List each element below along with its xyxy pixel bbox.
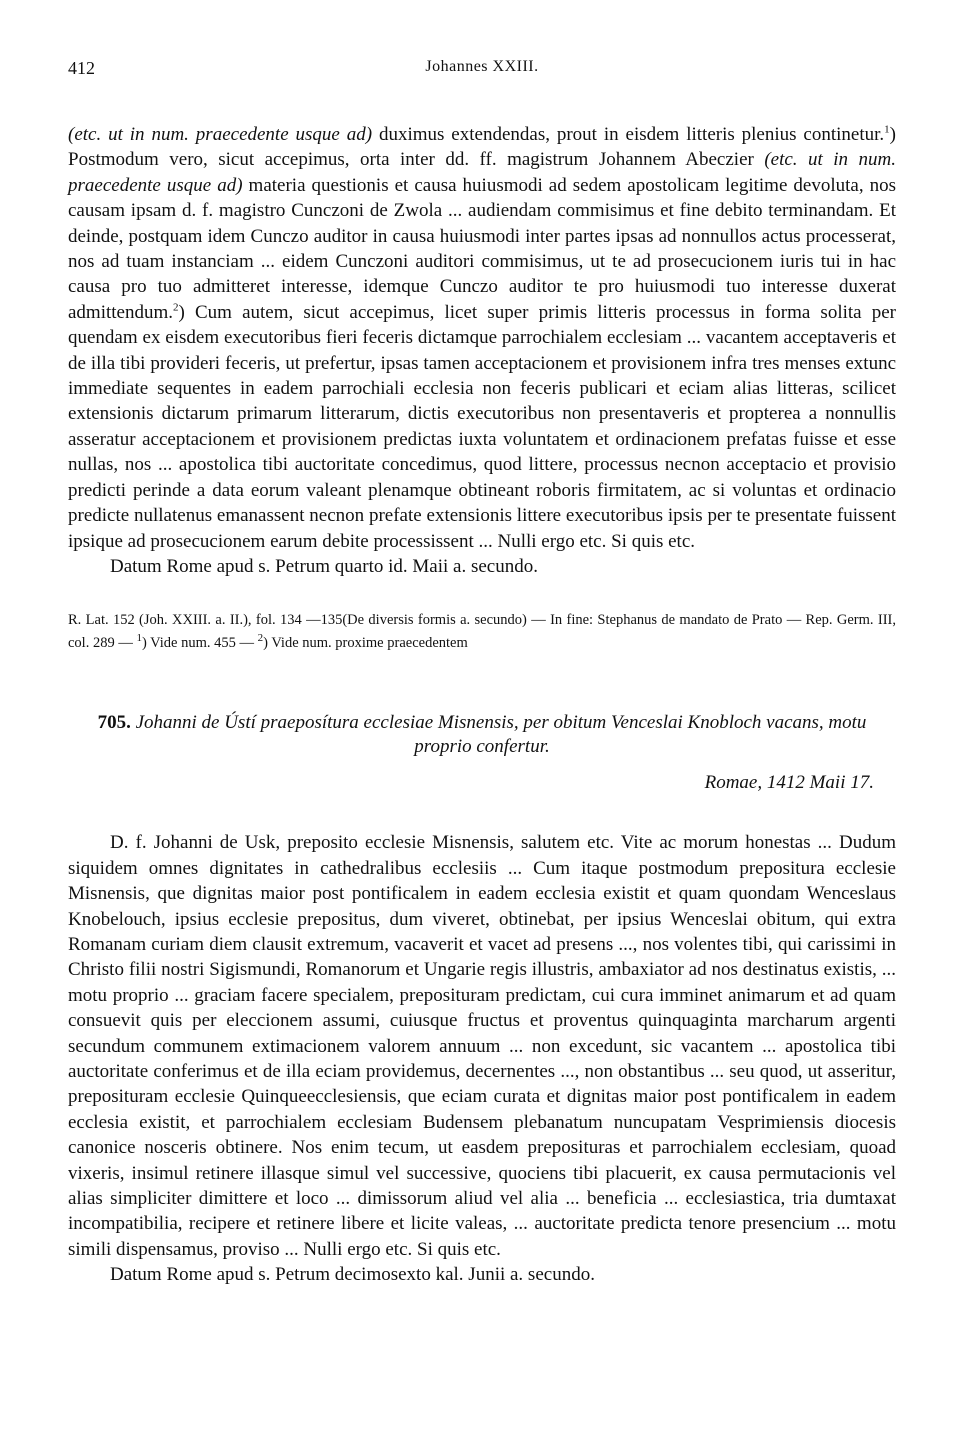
footnote-mark-1: 1 [136,632,142,645]
datum-line: Datum Rome apud s. Petrum quarto id. Maii a. secundo. [110,555,538,577]
document-704-paragraph [68,122,896,554]
document-705-heading [68,711,896,759]
footnote-source: R. Lat. 152 (Joh. XXIII. a. II.), fol. 134 —135(De diversis formis a. secundo) — In fine: Stephanus de mandato de Prato — Rep. Germ. III, col. 289 — [68,612,896,652]
document-705-text [68,830,896,1287]
page-number: 412 [68,58,95,78]
text-run: materia questionis et causa huiusmodi ad sedem apostolicam legitime devoluta, nos causam ipsam d. f. magistro Cunczoni de Zwola ... audiendam commisimus et fine debito terminandam. Et deinde, postquam idem Cunczo auditor in causa huiusmodi inter partes ipsas ad nonnullos actus processerat, nos ad tuam instanciam ... eidem Cunczoni auditori commisimus, ut te ad prosecucionem iuris tui in hac causa pro tuo admitteret interesse, idemque Cunczo auditor te pro huiusmodi tuo interesse duxerat admittendum. [68,174,896,323]
datum-line: Datum Rome apud s. Petrum decimosexto kal. Junii a. secundo. [110,1264,595,1286]
place-date: Romae, 1412 Maii 17. [704,772,874,794]
document-704-text [68,122,896,579]
text-run: ) Cum autem, sicut accepimus, licet super primis litteris processus in forma solita per quendam ex eisdem executoribus fieri feceris dictamque parrochialem ecclesiam ... vacantem acceptaveris et de illa tibi provideri feceris, ut prefertur, ipsas tamen acceptacionem et provisionem infra tres menses extunc immediate sequentes in eadem parrochiali ecclesia non feceris publicari et eciam alias litteras, scilicet extensionis dictarum primarum litterarum, dictis executoribus non presentaveris et propterea a nonnullis asseratur acceptacionem et provisionem predictas iuxta voluntatem et ordinacionem prefatas fuisse et esse nullas, nos ... apostolica tibi auctoritate concedimus, quod littere, processus necnon acceptacio et provisio predicti perinde a data eorum valeant plenamque obtineant roboris firmitatem, ac si voluntas et ordinacio predicte nullatenus emanassent necnon prefate extensionis littere executoribus ipsis per te presentate fuissent ipsique ad prosecucionem earum debite processissent ... Nulli ergo etc. Si quis etc. [68,301,896,552]
footnote-mark-2: 2 [257,632,264,645]
regest-summary: Johanni de Ústí praeposítura ecclesiae Misnensis, per obitum Venceslai Knobloch vacans, motu proprio confertur. [135,712,867,758]
footnote-ref-1[interactable]: 1 [884,123,890,136]
editorial-note: (etc. ut in num. praecedente usque ad) [68,124,373,145]
running-head [68,58,896,88]
document-number: 705. [97,712,131,734]
document-705-paragraph: D. f. Johanni de Usk, preposito ecclesie Misnensis, salutem etc. Vite ac morum honestas ... Dudum siquidem omnes dignitates in cathedralibus ecclesiis ... Cum itaque postmodum prepositura ecclesie Misnensis, que dignitas maior post pontificalem in eadem ecclesia existit et quam quondam Wenceslaus Knobelouch, ipsius ecclesie prepositus, dum viveret, obtinebat, per ipsius Wenceslai obitum, qui extra Romanam curiam diem clausit extremum, vacaverit et vacet ad presens ..., nos volentes tibi, qui carissimi in Christo filii nostri Sigismundi, Romanorum et Ungarie regis illustris, ambaxiator ad nos destinatus existis, ... motu proprio ... graciam facere specialem, preposituram predictam, cui cura imminet animarum et ad quam consuevit quis per eleccionem assumi, cuiusque fructus et proventus quinquaginta marcharum argenti secundum communem extimacionem valorem annuum ... non excedunt, sic vacantem ... apostolica tibi auctoritate conferimus et de illa eciam providemus, decernentes ..., non obstantibus ... seu quod, ut asseritur, preposituram ecclesie Quinqueecclesiensis, que eciam curata et dignitas maior post pontificalem in eadem ecclesia existit, et parrochialem ecclesiam Budensem plebanatum nuncupatam Vesprimiensis diocesis canonice nosceris obtinere. Nos enim tecum, ut easdem preposituras et parrochialem ecclesiam, quoad vixeris, insimul retinere illasque simul vel successive, quociens tibi placuerit, ex causa permutacionis vel alias simpliciter dimittere et loco ... dimissorum aliud vel alia ... beneficia ... ecclesiastica, tria dumtaxat incompatibilia, recipere et retinere libere et licite valeas, ... auctoritate predicta tenore presencium ... motu simili dispensamus, proviso ... Nulli ergo etc. Si quis etc. [68,832,896,1260]
running-title: Johannes XXIII. [425,58,539,75]
footnote-ref-2[interactable]: 2 [173,301,179,314]
text-run: duximus extendendas, prout in eisdem litteris plenius continetur. [372,124,885,145]
page [68,58,896,1288]
footnote-text: ) Vide num. 455 — [141,635,258,652]
text-run: ) Postmodum vero, sicut accepimus, orta inter dd. ff. magistrum Johannem Abeczier [68,124,896,171]
footnote-text: ) Vide num. proxime praecedentem [263,635,468,652]
footnotes [68,609,896,655]
editorial-note: (etc. ut in num. praecedente usque ad) [68,149,896,196]
